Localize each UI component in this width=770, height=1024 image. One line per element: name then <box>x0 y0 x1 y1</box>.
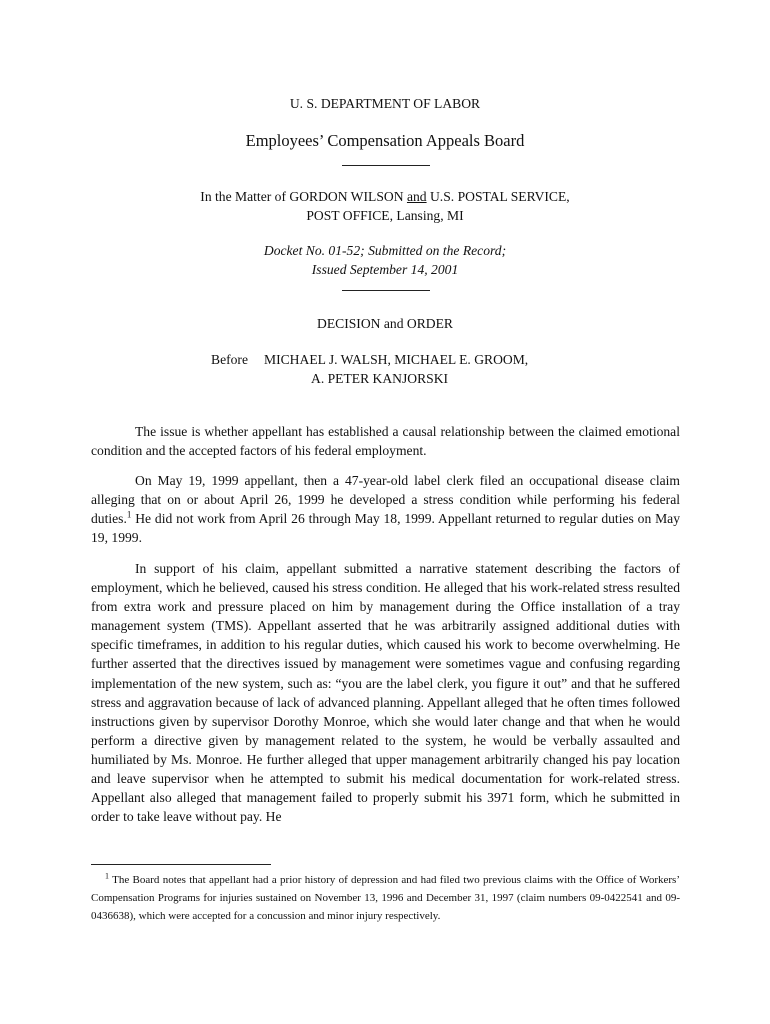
issue-paragraph <box>91 422 680 460</box>
decision-title: DECISION and ORDER <box>317 316 453 331</box>
claim-text-part-1: On May 19, 1999 appellant, then a 47-year-old label clerk filed an occupational disease claim alleging that on or about April 26, 1999 he developed a stress condition while performing his federal duties. <box>91 473 680 527</box>
board-title: Employees’ Compensation Appeals Board <box>245 131 525 150</box>
docket-line-2: Issued September 14, 2001 <box>311 262 459 277</box>
matter-and: and <box>406 189 427 204</box>
judges-line-1: MICHAEL J. WALSH, MICHAEL E. GROOM, <box>264 352 529 367</box>
footnote <box>91 871 680 925</box>
matter-suffix: U.S. POSTAL SERVICE, <box>426 189 570 204</box>
matter-line-2: POST OFFICE, Lansing, MI <box>306 208 464 223</box>
claim-text-part-2: He did not work from April 26 through May 18, 1999. Appellant returned to regular duties on May 19, 1999. <box>91 511 680 546</box>
support-text: In support of his claim, appellant submitted a narrative statement describing the factors of employment, which he believed, caused his stress condition. He alleged that his work-related stress resulted from extra work and pressure placed on him by management during the Office installation of a tray management system (TMS). Appellant asserted that he was arbitrarily assigned additional duties with specific timeframes, in addition to his regular duties, which caused his work to become overwhelming. He further asserted that the directives issued by management were sometimes vague and confusing regarding implementation of the new system, such as: “you are the label clerk, you figure it out” and that he suffered stress and aggravation because of lack of advanced planning. Appellant alleged that he often times followed instructions given by supervisor Dorothy Monroe, which she would later change and that when he would perform a directive given by management related to the system, he would be verbally assaulted and humiliated by Ms. Monroe. He further alleged that upper management arbitrarily changed his pay location and leave supervisor when he attempted to submit his medical documentation for work-related stress. Appellant also alleged that management failed to properly submit his 3971 form, which he submitted in order to take leave without pay. He <box>91 561 680 825</box>
footnote-ref: 1 <box>126 509 132 520</box>
footnote-marker: 1 <box>105 871 109 881</box>
department-heading: U. S. DEPARTMENT OF LABOR <box>289 96 481 111</box>
claim-paragraph <box>91 471 680 547</box>
matter-prefix: In the Matter of GORDON WILSON <box>200 189 407 204</box>
judges-names <box>264 350 564 388</box>
before-label: Before <box>211 352 248 367</box>
support-paragraph <box>91 559 680 826</box>
claim-text <box>91 471 680 547</box>
matter-line-1 <box>0 187 770 206</box>
judges-line-2: A. PETER KANJORSKI <box>311 371 449 386</box>
footnote-text: The Board notes that appellant had a prior history of depression and had filed two previous claims with the Office of Workers’ Compensation Programs for injuries sustained on November 13, 1996 and December 31, 1997 (claim numbers 09-0422541 and 09-0436638), which were accepted for a concussion and minor injury respectively. <box>91 874 680 922</box>
footnote-divider <box>91 864 271 865</box>
docket-line-1: Docket No. 01-52; Submitted on the Record; <box>263 243 507 258</box>
issue-text: The issue is whether appellant has established a causal relationship between the claimed emotional condition and the accepted factors of his federal employment. <box>91 424 680 459</box>
docket-divider <box>342 290 430 291</box>
title-divider <box>342 165 430 166</box>
